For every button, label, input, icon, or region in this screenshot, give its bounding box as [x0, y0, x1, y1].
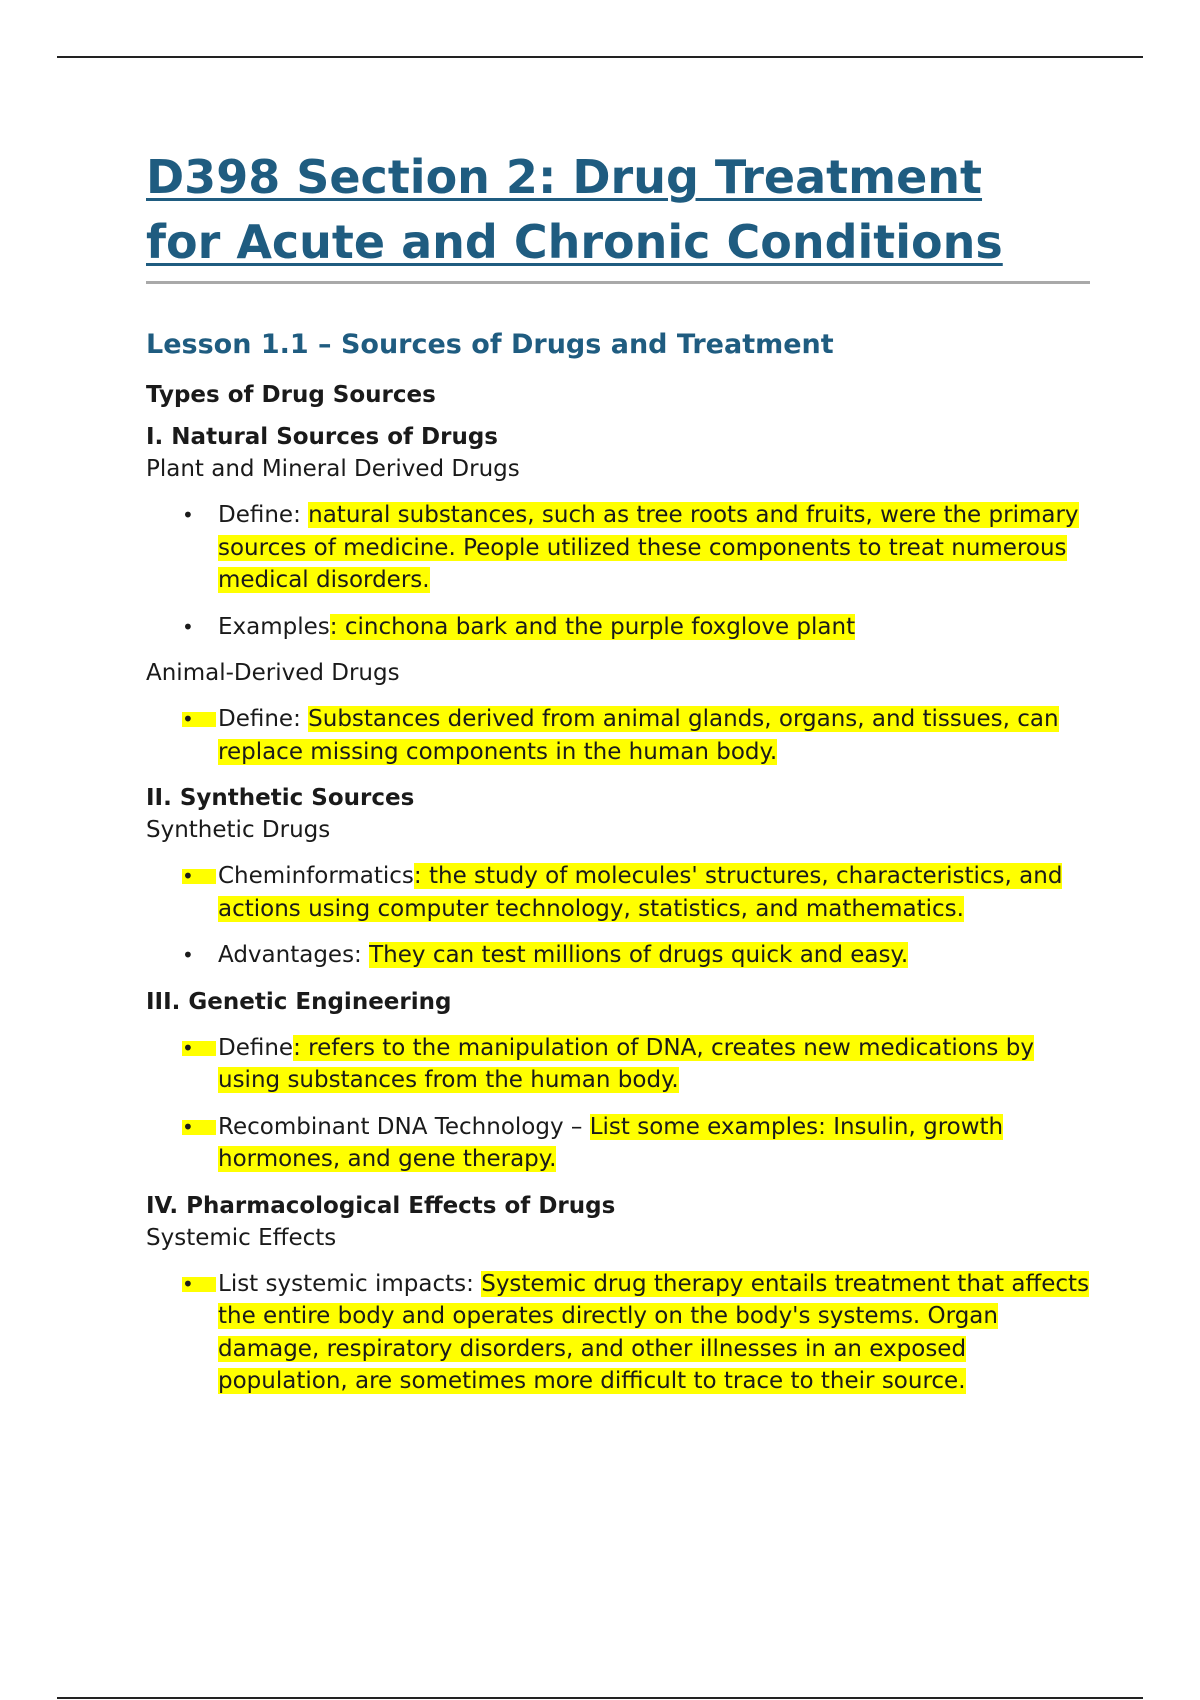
bullet-icon: • — [182, 614, 194, 639]
section-natural-heading: I. Natural Sources of Drugs — [146, 424, 498, 450]
bullet-label: Define: — [218, 502, 309, 528]
list-item — [146, 1032, 1090, 1097]
lesson-heading: Lesson 1.1 – Sources of Drugs and Treatment — [146, 329, 834, 360]
section-pharma-subheading: Systemic Effects — [146, 1224, 337, 1251]
bullet-icon: • — [182, 860, 216, 892]
title-line-1: D398 Section 2: Drug Treatment — [146, 150, 983, 204]
list-item — [146, 939, 1090, 972]
bullet-label: Define: — [218, 706, 309, 732]
title-underline-rule — [146, 281, 1090, 284]
document-body — [146, 145, 1090, 1412]
natural-animal-list — [146, 703, 1090, 768]
bullet-icon: • — [182, 1111, 216, 1143]
section-synthetic-heading: II. Synthetic Sources — [146, 785, 415, 811]
highlighted-text: They can test millions of drugs quick and easy. — [369, 942, 909, 968]
title-line-2: for Acute and Chronic Conditions — [146, 215, 1003, 269]
synthetic-list — [146, 860, 1090, 972]
highlighted-text: Substances derived from animal glands, organs, and tissues, can replace missing components in the human body. — [218, 706, 1059, 765]
bullet-label: Define — [218, 1034, 294, 1061]
bullet-icon: • — [182, 943, 194, 967]
pharma-list — [146, 1268, 1090, 1398]
bullet-icon: • — [182, 703, 216, 735]
bullet-label: Advantages: — [218, 942, 370, 968]
list-item — [146, 860, 1090, 925]
bullet-label: Recombinant DNA Technology – — [218, 1113, 590, 1140]
bullet-icon: • — [182, 503, 194, 527]
bullet-icon: • — [182, 1268, 216, 1300]
document-title — [146, 145, 1090, 281]
genetic-list — [146, 1032, 1090, 1176]
section-natural-subheading-animal: Animal-Derived Drugs — [146, 660, 400, 686]
list-item — [146, 1111, 1090, 1176]
section-synthetic-subheading: Synthetic Drugs — [146, 817, 331, 843]
section-pharma-heading: IV. Pharmacological Effects of Drugs — [146, 1192, 616, 1219]
bullet-icon: • — [182, 1032, 216, 1064]
highlighted-text: : the study of molecules' structures, characteristics, and actions using computer technology, statistics, and mathematics. — [218, 863, 1063, 922]
highlighted-text: Systemic drug therapy entails treatment that affects the entire body and operates directly on the body's systems. Organ damage, respiratory disorders, and other illnesses in an exposed population, are sometimes more difficult to trace to their source. — [218, 1270, 1090, 1394]
list-item — [146, 611, 1090, 644]
list-item — [146, 1268, 1090, 1398]
highlighted-text: : cinchona bark and the purple foxglove plant — [329, 613, 856, 640]
list-item — [146, 499, 1090, 597]
highlighted-text: List some examples: Insulin, growth hormones, and gene therapy. — [218, 1113, 1004, 1172]
types-heading: Types of Drug Sources — [146, 382, 436, 408]
bullet-label: Cheminformatics — [218, 863, 414, 889]
header-rule — [57, 56, 1143, 58]
natural-plant-list — [146, 499, 1090, 643]
bullet-label: Examples — [218, 613, 330, 640]
highlighted-text: : refers to the manipulation of DNA, creates new medications by using substances from the human body. — [218, 1034, 1034, 1093]
bullet-label: List systemic impacts: — [218, 1270, 482, 1297]
highlighted-text: natural substances, such as tree roots and fruits, were the primary sources of medicine. People utilized these components to treat numerous medical disorders. — [218, 502, 1079, 593]
list-item — [146, 703, 1090, 768]
footer-rule — [57, 1697, 1143, 1699]
section-genetic-heading: III. Genetic Engineering — [146, 988, 452, 1015]
section-natural-subheading-plant: Plant and Mineral Derived Drugs — [146, 456, 520, 482]
